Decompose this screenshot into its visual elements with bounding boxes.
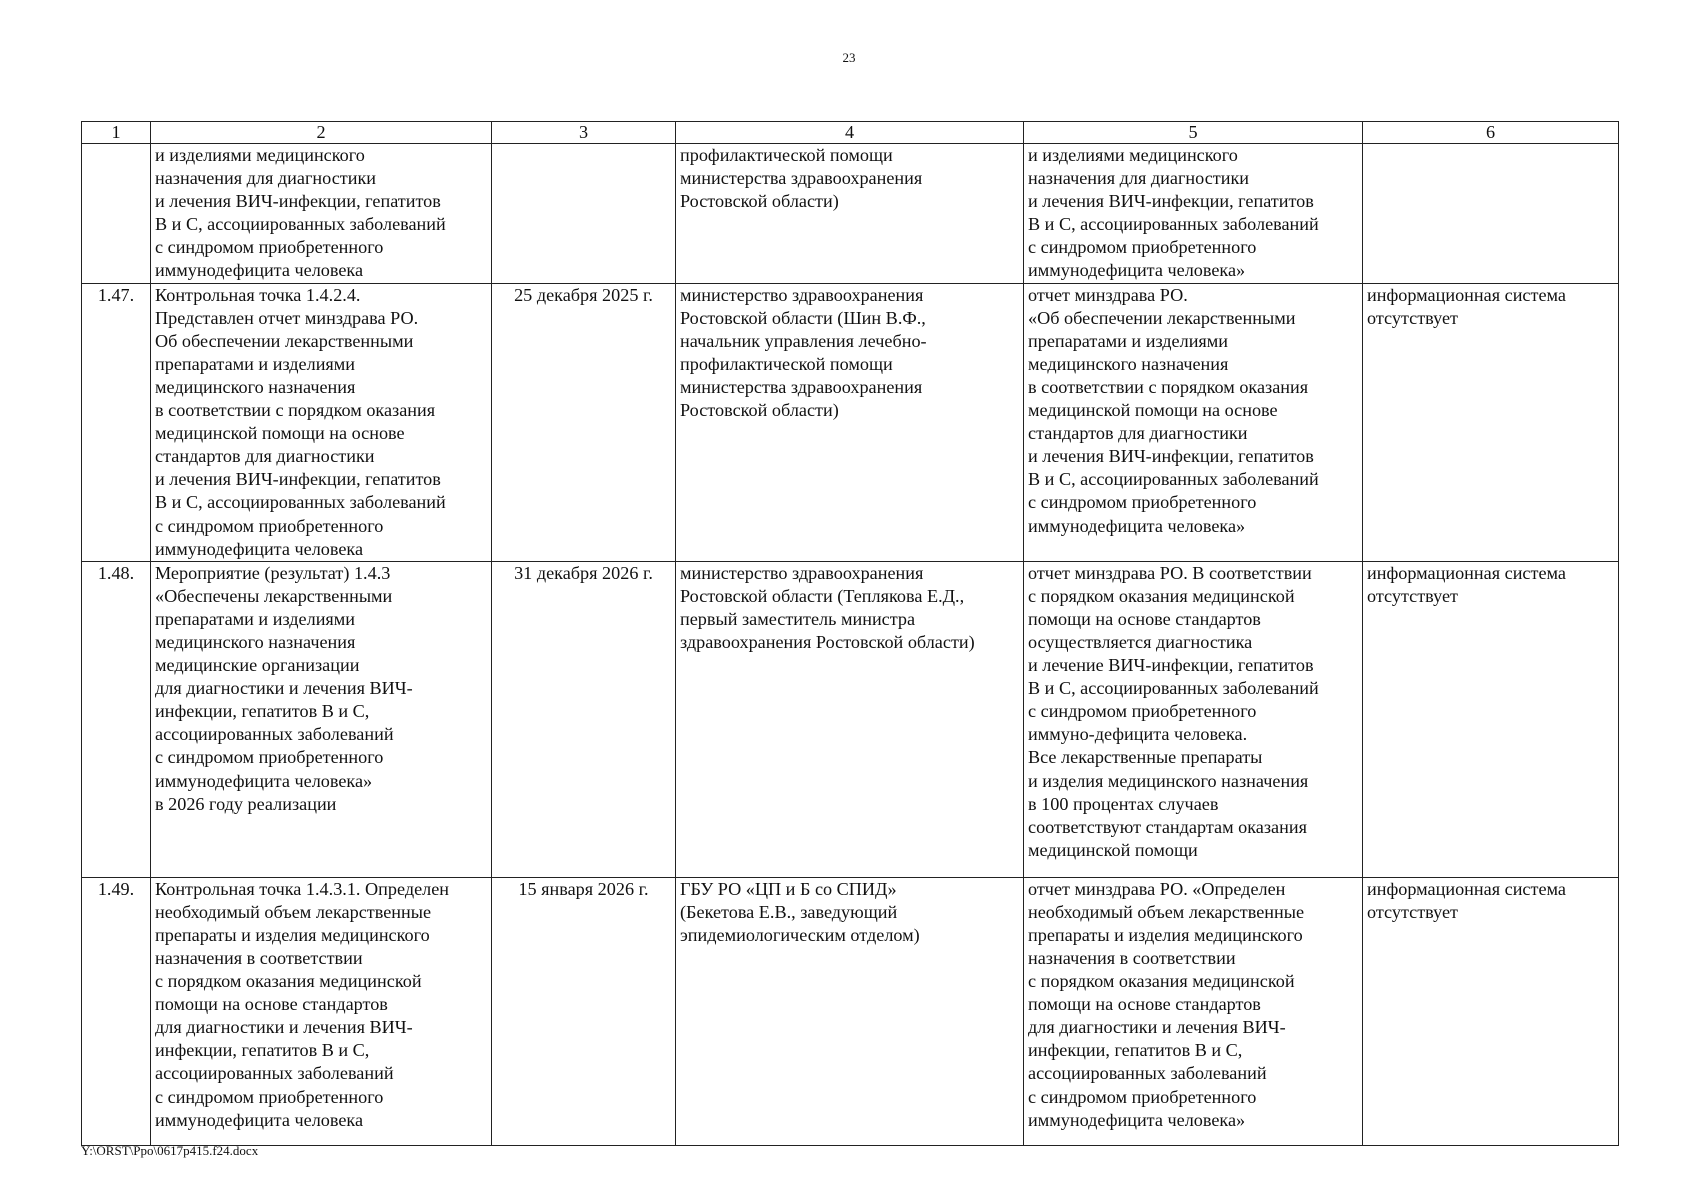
- text-line: Контрольная точка 1.4.3.1. Определен: [155, 878, 450, 899]
- text-line: иммуно-дефицита человека.: [1028, 724, 1248, 745]
- deadline-date-cell: [492, 144, 676, 284]
- text-line: инфекции, гепатитов В и С,: [155, 1040, 370, 1061]
- text-line: с синдромом приобретенного: [155, 747, 384, 768]
- text-line: В и С, ассоциированных заболеваний: [1028, 214, 1319, 235]
- row-number-cell: 1.47.: [82, 283, 151, 561]
- information-system-cell: [1363, 877, 1619, 1145]
- text-line: «Об обеспечении лекарственными: [1028, 307, 1296, 328]
- result-document-cell: [1024, 561, 1363, 877]
- text-line: с синдромом приобретенного: [1028, 701, 1257, 722]
- text-line: и изделиями медицинского: [155, 145, 365, 165]
- text-line: в 100 процентах случаев: [1028, 793, 1219, 814]
- result-document-cell: [1024, 144, 1363, 284]
- column-header: 2: [151, 122, 492, 144]
- text-line: назначения для диагностики: [155, 168, 377, 189]
- text-line: с синдромом приобретенного: [155, 1086, 384, 1107]
- text-line: медицинского назначения: [1028, 353, 1229, 374]
- text-line: инфекции, гепатитов В и С,: [155, 701, 370, 722]
- column-header: 3: [492, 122, 676, 144]
- text-line: отсутствует: [1367, 901, 1458, 922]
- text-line: начальник управления лечебно-: [680, 330, 927, 351]
- text-line: и лечения ВИЧ-инфекции, гепатитов: [1028, 191, 1314, 212]
- text-line: отчет минздрава РО.: [1028, 284, 1188, 305]
- page-number: 23: [842, 50, 856, 65]
- text-line: с порядком оказания медицинской: [1028, 971, 1295, 992]
- information-system-cell: [1363, 561, 1619, 877]
- text-line: иммунодефицита человека»: [1028, 260, 1246, 281]
- text-line: и изделия медицинского назначения: [1028, 770, 1309, 791]
- text-line: профилактической помощи: [680, 145, 893, 165]
- text-line: препаратами и изделиями: [155, 608, 356, 629]
- text-line: министерства здравоохранения: [680, 376, 923, 397]
- text-line: иммунодефицита человека: [155, 260, 364, 281]
- text-line: ассоциированных заболеваний: [155, 724, 394, 745]
- text-line: медицинской помощи на основе: [155, 423, 405, 444]
- text-line: Все лекарственные препараты: [1028, 747, 1263, 768]
- text-line: и лечение ВИЧ-инфекции, гепатитов: [1028, 655, 1314, 676]
- text-line: ГБУ РО «ЦП и Б со СПИД»: [680, 878, 897, 899]
- text-line: медицинского назначения: [155, 631, 356, 652]
- text-line: Представлен отчет минздрава РО.: [155, 307, 419, 328]
- text-line: в 2026 году реализации: [155, 793, 337, 814]
- deadline-date-cell: 31 декабря 2026 г.: [492, 561, 676, 877]
- text-line: помощи на основе стандартов: [1028, 994, 1261, 1015]
- table-row: [82, 561, 1619, 877]
- text-line: информационная система: [1367, 562, 1566, 583]
- text-line: и изделиями медицинского: [1028, 145, 1238, 165]
- text-line: в соответствии с порядком оказания: [155, 400, 436, 421]
- event-description-cell: [151, 144, 492, 284]
- text-line: медицинские организации: [155, 655, 360, 676]
- event-description-cell: [151, 877, 492, 1145]
- text-line: информационная система: [1367, 284, 1566, 305]
- event-description-cell: [151, 283, 492, 561]
- text-line: В и С, ассоциированных заболеваний: [1028, 678, 1319, 699]
- text-line: назначения в соответствии: [155, 947, 363, 968]
- result-document-cell: [1024, 283, 1363, 561]
- text-line: «Обеспечены лекарственными: [155, 585, 393, 606]
- text-line: В и С, ассоциированных заболеваний: [155, 214, 446, 235]
- text-line: иммунодефицита человека»: [1028, 1109, 1246, 1130]
- text-line: с синдромом приобретенного: [1028, 237, 1257, 258]
- text-line: для диагностики и лечения ВИЧ-: [155, 678, 413, 699]
- text-line: с синдромом приобретенного: [155, 515, 384, 536]
- text-line: первый заместитель министра: [680, 608, 916, 629]
- text-line: препаратами и изделиями: [1028, 330, 1229, 351]
- text-line: Ростовской области): [680, 191, 839, 212]
- text-line: назначения для диагностики: [1028, 168, 1250, 189]
- column-header: 5: [1024, 122, 1363, 144]
- row-number-cell: 1.48.: [82, 561, 151, 877]
- text-line: помощи на основе стандартов: [1028, 608, 1261, 629]
- result-document-cell: [1024, 877, 1363, 1145]
- text-line: для диагностики и лечения ВИЧ-: [155, 1017, 413, 1038]
- text-line: Ростовской области): [680, 400, 839, 421]
- text-line: министерства здравоохранения: [680, 168, 923, 189]
- column-header: 1: [82, 122, 151, 144]
- text-line: соответствуют стандартам оказания: [1028, 816, 1307, 837]
- text-line: иммунодефицита человека»: [1028, 515, 1246, 536]
- text-line: Об обеспечении лекарственными: [155, 330, 414, 351]
- text-line: инфекции, гепатитов В и С,: [1028, 1040, 1243, 1061]
- text-line: для диагностики и лечения ВИЧ-: [1028, 1017, 1286, 1038]
- text-line: иммунодефицита человека: [155, 1109, 364, 1130]
- text-line: препараты и изделия медицинского: [1028, 924, 1303, 945]
- information-system-cell: [1363, 144, 1619, 284]
- text-line: иммунодефицита человека: [155, 538, 364, 559]
- column-header: 4: [676, 122, 1024, 144]
- file-path-footer: Y:\ORST\Ppo\0617p415.f24.docx: [81, 1143, 259, 1158]
- responsible-party-cell: [676, 144, 1024, 284]
- text-line: министерство здравоохранения: [680, 284, 924, 305]
- table-row: [82, 144, 1619, 284]
- text-line: отсутствует: [1367, 307, 1458, 328]
- text-line: отчет минздрава РО. «Определен: [1028, 878, 1286, 899]
- text-line: Ростовской области (Шин В.Ф.,: [680, 307, 926, 328]
- text-line: стандартов для диагностики: [1028, 423, 1248, 444]
- text-line: с синдромом приобретенного: [1028, 492, 1257, 513]
- text-line: Мероприятие (результат) 1.4.3: [155, 562, 391, 583]
- header-row: [82, 122, 1619, 144]
- text-line: с синдромом приобретенного: [155, 237, 384, 258]
- text-line: здравоохранения Ростовской области): [680, 631, 975, 652]
- table-row: [82, 877, 1619, 1145]
- deadline-date-cell: 15 января 2026 г.: [492, 877, 676, 1145]
- text-line: препараты и изделия медицинского: [155, 924, 430, 945]
- responsible-party-cell: [676, 283, 1024, 561]
- text-line: медицинской помощи на основе: [1028, 400, 1278, 421]
- text-line: В и С, ассоциированных заболеваний: [155, 492, 446, 513]
- text-line: В и С, ассоциированных заболеваний: [1028, 469, 1319, 490]
- column-header: 6: [1363, 122, 1619, 144]
- text-line: осуществляется диагностика: [1028, 631, 1253, 652]
- measures-table: [81, 121, 1619, 1146]
- text-line: (Бекетова Е.В., заведующий: [680, 901, 898, 922]
- text-line: стандартов для диагностики: [155, 446, 375, 467]
- text-line: и лечения ВИЧ-инфекции, гепатитов: [155, 469, 441, 490]
- text-line: иммунодефицита человека»: [155, 770, 373, 791]
- text-line: назначения в соответствии: [1028, 947, 1236, 968]
- text-line: необходимый объем лекарственные: [155, 901, 432, 922]
- event-description-cell: [151, 561, 492, 877]
- text-line: медицинского назначения: [155, 376, 356, 397]
- text-line: Ростовской области (Теплякова Е.Д.,: [680, 585, 965, 606]
- text-line: Контрольная точка 1.4.2.4.: [155, 284, 361, 305]
- row-number-cell: 1.49.: [82, 877, 151, 1145]
- row-number-cell: [82, 144, 151, 284]
- text-line: препаратами и изделиями: [155, 353, 356, 374]
- text-line: ассоциированных заболеваний: [1028, 1063, 1267, 1084]
- text-line: министерство здравоохранения: [680, 562, 924, 583]
- text-line: медицинской помощи: [1028, 839, 1198, 860]
- responsible-party-cell: [676, 877, 1024, 1145]
- text-line: профилактической помощи: [680, 353, 893, 374]
- text-line: с порядком оказания медицинской: [1028, 585, 1295, 606]
- text-line: отсутствует: [1367, 585, 1458, 606]
- text-line: информационная система: [1367, 878, 1566, 899]
- text-line: необходимый объем лекарственные: [1028, 901, 1305, 922]
- text-line: с синдромом приобретенного: [1028, 1086, 1257, 1107]
- text-line: в соответствии с порядком оказания: [1028, 376, 1309, 397]
- table-row: [82, 283, 1619, 561]
- text-line: и лечения ВИЧ-инфекции, гепатитов: [1028, 446, 1314, 467]
- text-line: отчет минздрава РО. В соответствии: [1028, 562, 1312, 583]
- text-line: помощи на основе стандартов: [155, 994, 388, 1015]
- text-line: эпидемиологическим отделом): [680, 924, 920, 945]
- text-line: ассоциированных заболеваний: [155, 1063, 394, 1084]
- information-system-cell: [1363, 283, 1619, 561]
- deadline-date-cell: 25 декабря 2025 г.: [492, 283, 676, 561]
- text-line: и лечения ВИЧ-инфекции, гепатитов: [155, 191, 441, 212]
- text-line: с порядком оказания медицинской: [155, 971, 422, 992]
- responsible-party-cell: [676, 561, 1024, 877]
